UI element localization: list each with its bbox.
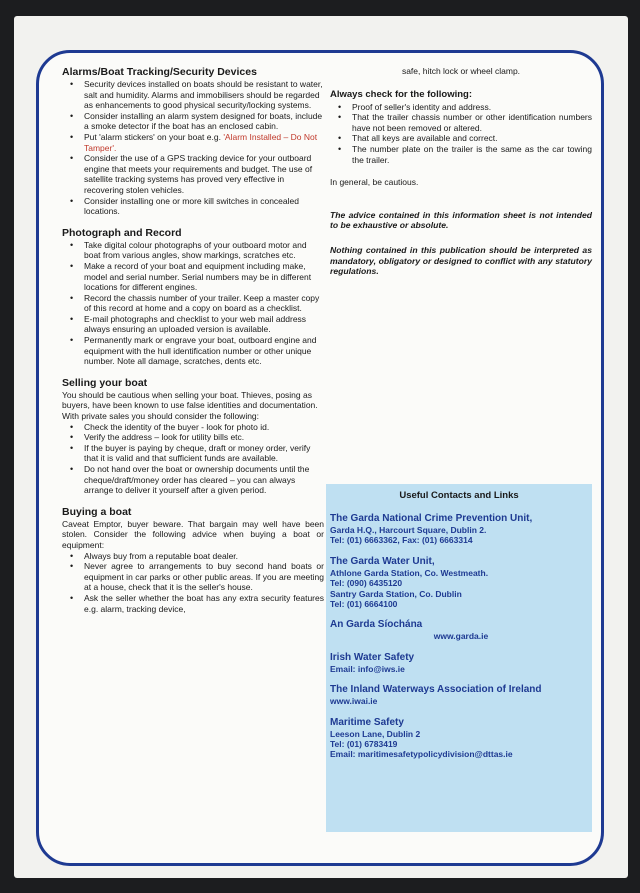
crime-prevention-name: The Garda National Crime Prevention Unit, (330, 513, 533, 524)
iws-name: Irish Water Safety (330, 651, 415, 663)
alarm-sticker-example: 'Alarm Installed – Do Not Tamper'. (84, 131, 318, 153)
list-item: • Check the identity of the buyer - look for photo id. (84, 422, 324, 433)
list-item: • Make a record of your boat and equipment including make, model and serial number. Serial numbers may be in different locations for different engines. (84, 261, 324, 293)
check-heading: Always check for the following: (330, 88, 472, 100)
maritime-email-link[interactable]: Email: maritimesafetypolicydivision@dttas.ie (330, 749, 513, 760)
list-item: • Consider installing an alarm system designed for boats, include a smoke detector if the boat has an enclosed cabin. (84, 111, 324, 132)
iws-email-link[interactable]: Email: info@iws.ie (330, 663, 405, 674)
list-item: • Permanently mark or engrave your boat, outboard engine and equipment with the hull identification number or other unique number. Note all damage, scratches, dents etc. (84, 335, 324, 367)
selling-list (62, 422, 324, 496)
continued-text: safe, hitch lock or wheel clamp. (401, 66, 521, 76)
list-item: • Proof of seller's identity and address. (352, 102, 592, 113)
list-item: • That all keys are available and correct. (352, 133, 592, 144)
list-item: • That the trailer chassis number or other identification numbers have not been removed or altered. (352, 112, 592, 133)
disclaimer-statutory: Nothing contained in this publication should be interpreted as mandatory, obligatory or designed to conflict with any statutory regulations. (330, 244, 592, 277)
list-item: • Do not hand over the boat or ownership documents until the cheque/draft/money order has cleared – you can always arrange to deliver it yourself after a given period. (84, 464, 324, 496)
maritime-safety-contact (326, 717, 592, 760)
useful-contacts-box (326, 484, 592, 832)
photo-heading: Photograph and Record (62, 226, 182, 239)
crime-prevention-phone[interactable]: Tel: (01) 6663362, Fax: (01) 6663314 (330, 535, 473, 546)
water-unit-contact (326, 556, 592, 610)
iwai-website-link[interactable]: www.iwai.ie (330, 696, 378, 707)
garda-siochana-name: An Garda Síochána (330, 619, 423, 631)
buying-section (62, 506, 324, 614)
selling-heading: Selling your boat (62, 376, 148, 389)
contacts-title: Useful Contacts and Links (399, 490, 519, 501)
maritime-phone[interactable]: Tel: (01) 6783419 (330, 739, 398, 750)
list-item: • Always buy from a reputable boat dealer. (84, 551, 324, 562)
garda-siochana-contact (326, 619, 592, 641)
water-unit-name: The Garda Water Unit, (330, 555, 435, 567)
list-item: • Consider the use of a GPS tracking device for your outboard engine that meets your requirements and budget. The use of satellite tracking systems has proved very effective in recovering stolen vehicles. (84, 153, 324, 195)
list-item: • The number plate on the trailer is the same as the car towing the trailer. (352, 144, 592, 165)
iwai-name: The Inland Waterways Association of Ireland (330, 684, 542, 696)
list-item: • Ask the seller whether the boat has any extra security features e.g. alarm, tracking device, (84, 593, 324, 614)
iwai-contact (326, 684, 592, 706)
crime-prevention-address: Garda H.Q., Harcourt Square, Dublin 2. (330, 525, 487, 535)
maritime-name: Maritime Safety (330, 716, 404, 728)
cautious-text: In general, be cautious. (330, 177, 419, 188)
list-item: • Consider installing one or more kill switches in concealed locations. (84, 196, 324, 217)
irish-water-safety-contact (326, 652, 592, 674)
photo-list (62, 240, 324, 367)
photo-section (62, 227, 324, 367)
selling-intro: You should be cautious when selling your boat. Thieves, posing as buyers, have been known to use false identities and documentation. With private sales you should consider the following: (62, 389, 318, 422)
left-column (62, 66, 324, 620)
list-item: • Record the chassis number of your trailer. Keep a master copy of this record at home and a copy on board as a checklist. (84, 293, 324, 314)
list-item-text: Put 'alarm stickers' on your boat e.g. (84, 131, 224, 142)
santry-phone[interactable]: Tel: (01) 6664100 (330, 599, 398, 610)
list-item: • If the buyer is paying by cheque, draft or money order, verify that it is valid and that sufficient funds are available. (84, 443, 324, 464)
buying-intro: Caveat Emptor, buyer beware. That bargain may well have been stolen. Consider the following advice when buying a boat or equipment: (62, 518, 324, 550)
selling-section (62, 377, 324, 496)
buying-list (62, 551, 324, 615)
list-item (84, 132, 324, 153)
check-list (330, 102, 592, 166)
list-item: • Never agree to arrangements to buy second hand boats or equipment in car parks or other public areas. If you are meeting at a house, check that it is the seller's house. (84, 561, 324, 593)
garda-website-link[interactable]: www.garda.ie (433, 631, 489, 642)
disclaimer-exhaustive: The advice contained in this information sheet is not intended to be exhaustive or absolute. (330, 209, 592, 231)
crime-prevention-contact (326, 513, 592, 546)
buying-heading: Buying a boat (62, 505, 132, 518)
list-item: • Security devices installed on boats should be resistant to water, salt and humidity. Alarms and immobilisers should be regarded as enhancements to good physical security/locking systems. (84, 79, 324, 111)
list-item: • Verify the address – look for utility bills etc. (84, 432, 324, 443)
list-item: • Take digital colour photographs of your outboard motor and boat from various angles, show markings, scratches etc. (84, 240, 324, 261)
athlone-phone[interactable]: Tel: (090) 6435120 (330, 578, 403, 589)
santry-address: Santry Garda Station, Co. Dublin (330, 588, 462, 599)
list-item: • E-mail photographs and checklist to your web mail address always ensuring an uploaded version is available. (84, 314, 324, 335)
athlone-address: Athlone Garda Station, Co. Westmeath. (330, 567, 489, 578)
alarms-list (62, 79, 324, 217)
maritime-address: Leeson Lane, Dublin 2 (330, 728, 421, 739)
right-column (330, 66, 592, 277)
alarms-heading: Alarms/Boat Tracking/Security Devices (62, 66, 257, 78)
alarms-section (62, 66, 324, 217)
